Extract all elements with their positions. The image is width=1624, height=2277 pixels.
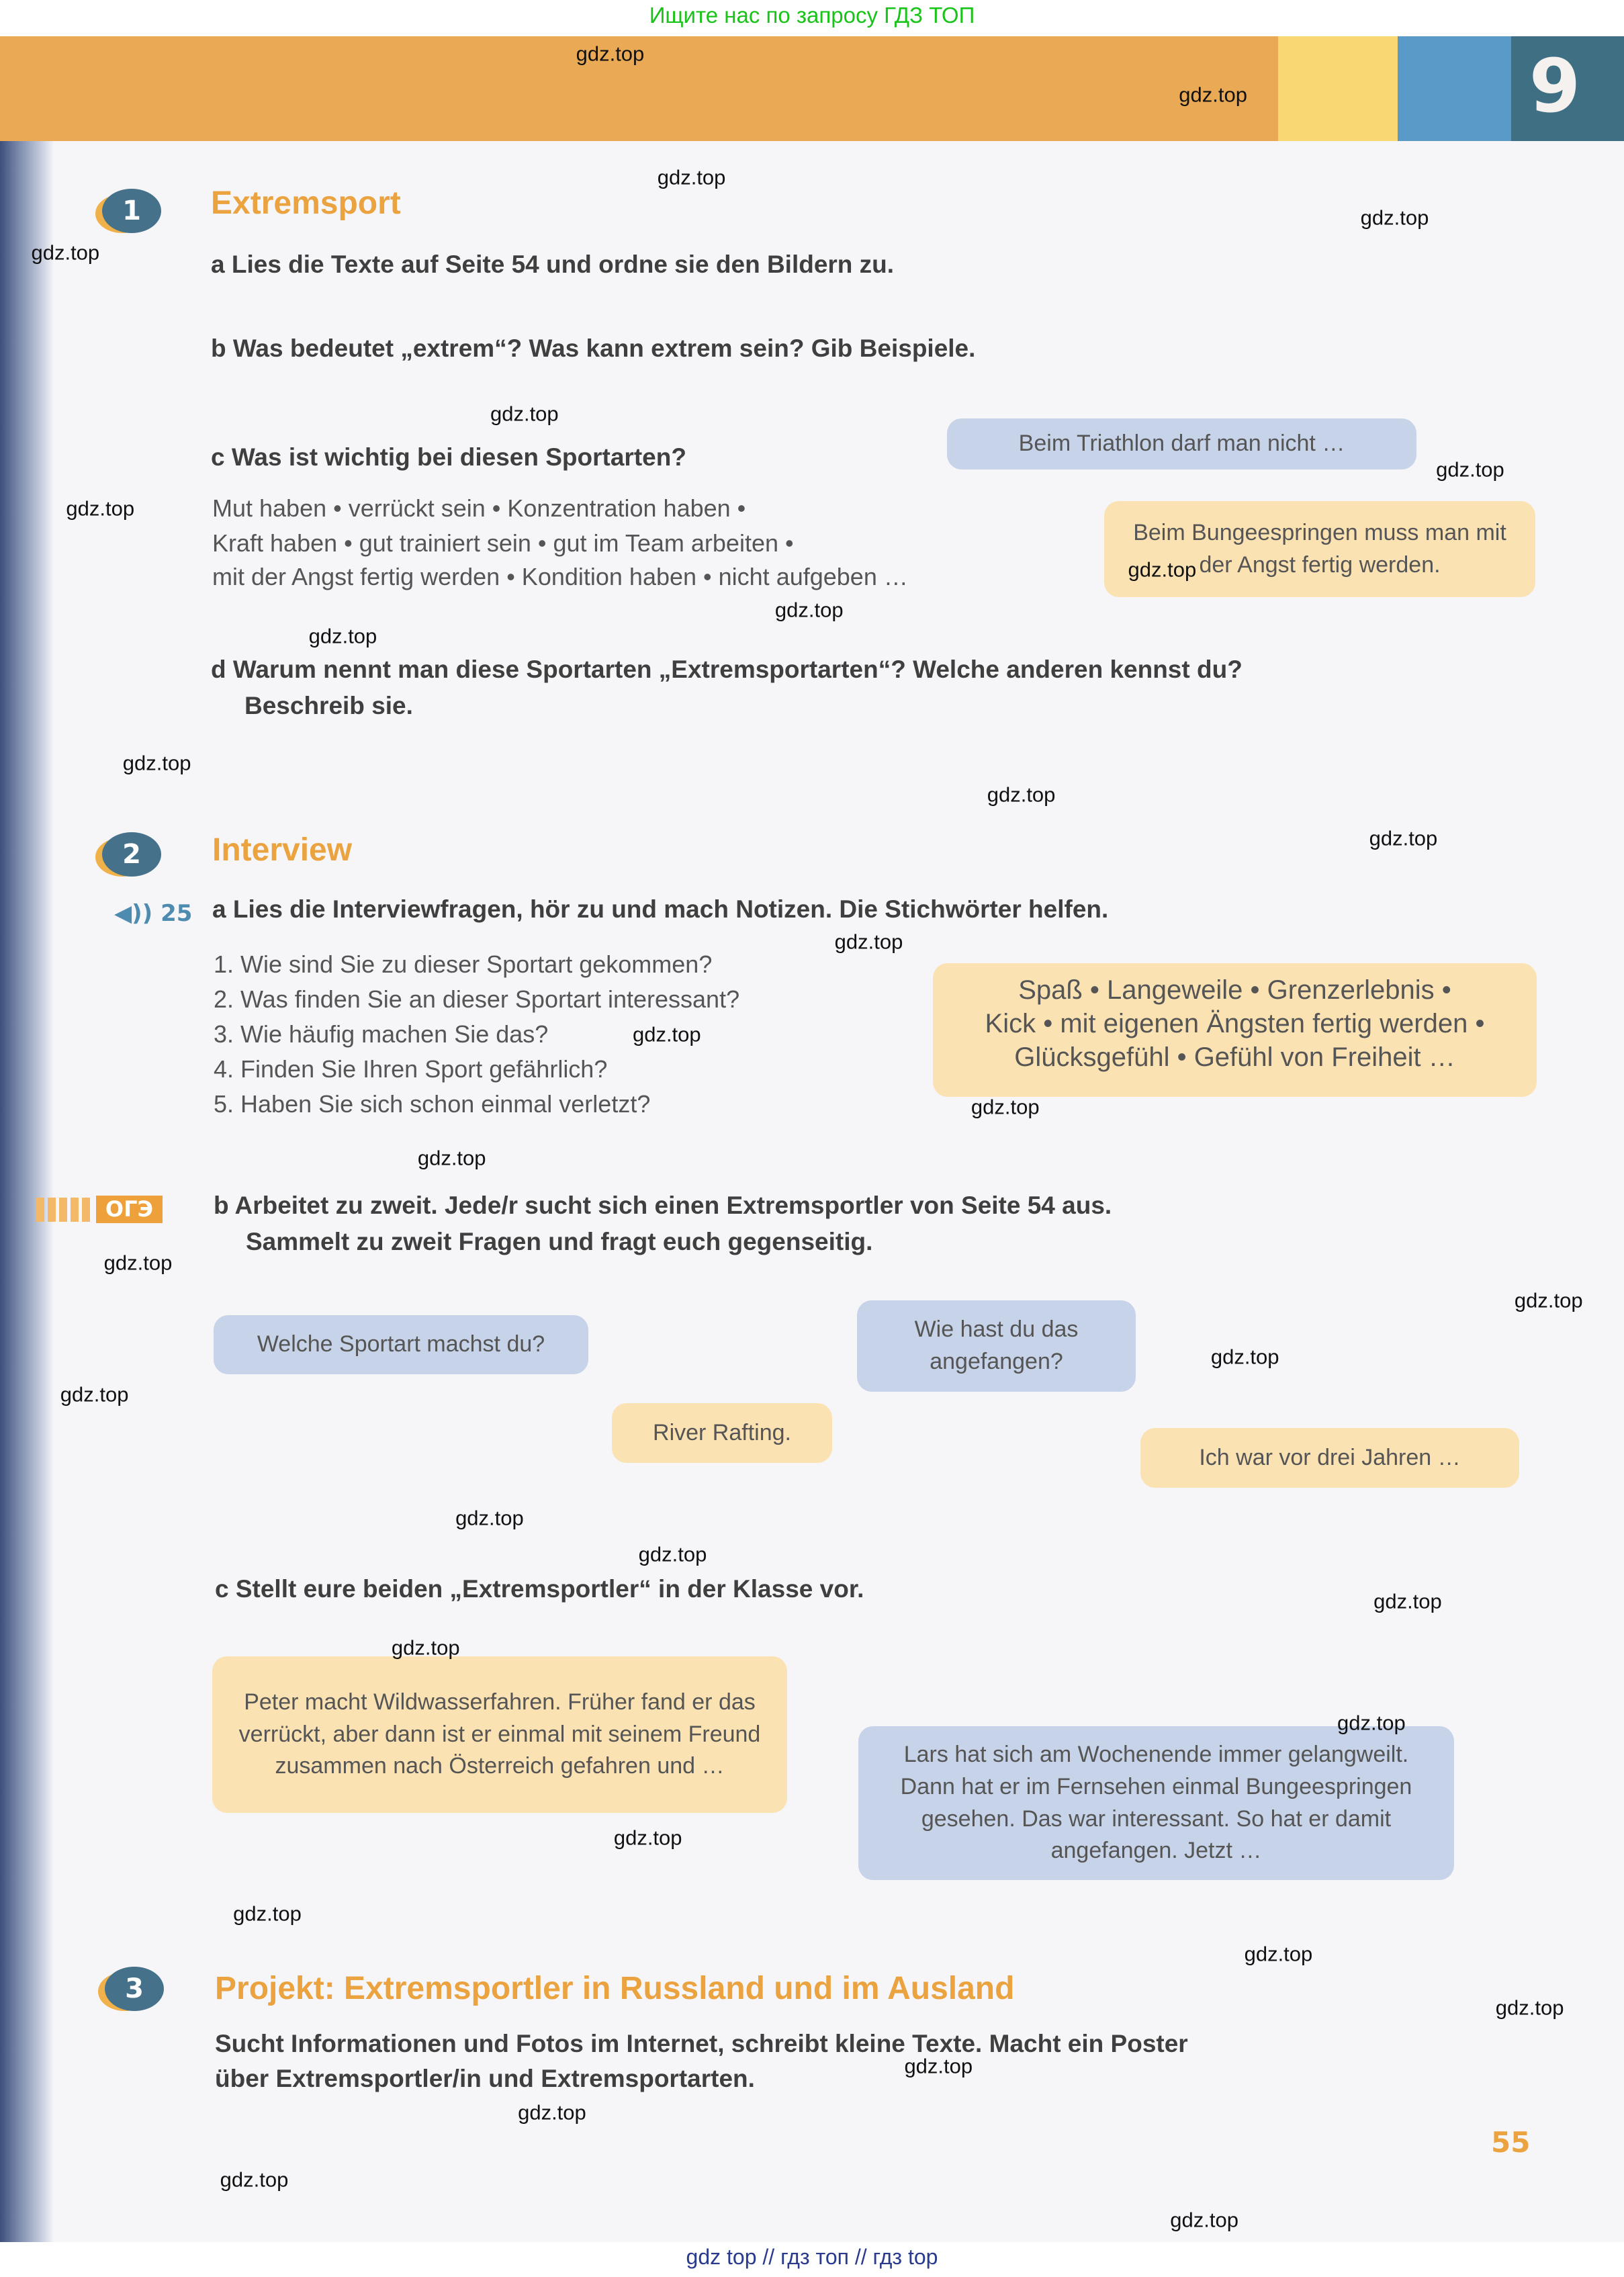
task-a: a Lies die Texte auf Seite 54 und ordne sie den Bildern zu. — [211, 251, 895, 278]
watermark: gdz.top — [834, 930, 903, 954]
question-item: 4. Finden Sie Ihren Sport gefährlich? — [214, 1055, 608, 1083]
speech-bubble-answer-2: Ich war vor drei Jahren … — [1140, 1428, 1519, 1488]
watermark: gdz.top — [308, 624, 377, 648]
exercise-title: Extremsport — [211, 185, 401, 221]
watermark: gdz.top — [638, 1542, 707, 1566]
watermark: gdz.top — [391, 1636, 460, 1660]
watermark: gdz.top — [1179, 83, 1247, 107]
bottom-links[interactable]: gdz top // гдз топ // гдз top — [686, 2245, 938, 2269]
chapter-number: 9 — [1529, 43, 1581, 129]
speech-bubble-answer-1: River Rafting. — [612, 1403, 832, 1463]
watermark: gdz.top — [31, 240, 100, 265]
task-d-continued: Beschreib sie. — [244, 692, 413, 719]
task-b-continued: Sammelt zu zweit Fragen und fragt euch gegenseitig. — [246, 1228, 873, 1255]
badge-dots — [36, 1198, 92, 1222]
watermark: gdz.top — [1369, 826, 1438, 850]
exercise-title: Interview — [212, 832, 353, 868]
watermark: gdz.top — [518, 2100, 586, 2125]
word-list-line: mit der Angst fertig werden • Kondition haben • nicht aufgeben … — [212, 563, 908, 590]
watermark: gdz.top — [220, 2168, 289, 2191]
watermark: gdz.top — [1495, 1996, 1564, 2020]
watermark: gdz.top — [657, 165, 726, 189]
exercise-title: Projekt: Extremsportler in Russland und im Ausland — [215, 1971, 1015, 2006]
question-item: 3. Wie häufig machen Sie das? — [214, 1020, 549, 1048]
exercise-number-badge: 2 — [102, 832, 161, 877]
audio-track-number: 25 — [161, 900, 193, 927]
watermark: gdz.top — [576, 42, 645, 66]
exam-badge-label: ОГЭ — [96, 1196, 163, 1223]
watermark: gdz.top — [1210, 1345, 1279, 1369]
watermark: gdz.top — [613, 1826, 682, 1850]
top-search-note: Ищите нас по запросу ГДЗ ТОП — [649, 3, 975, 28]
watermark: gdz.top — [1373, 1589, 1442, 1613]
word-list-line: Kraft haben • gut trainiert sein • gut im Team arbeiten • — [212, 529, 794, 557]
watermark: gdz.top — [1128, 557, 1197, 582]
keyword-line: Kick • mit eigenen Ängsten fertig werden • — [985, 1008, 1485, 1038]
task-c: c Was ist wichtig bei diesen Sportarten? — [211, 443, 686, 471]
watermark: gdz.top — [455, 1506, 524, 1530]
watermark: gdz.top — [987, 783, 1056, 807]
project-text-continued: über Extremsportler/in und Extremsportarten. — [215, 2065, 755, 2092]
audio-track[interactable] — [114, 900, 192, 927]
question-item: 2. Was finden Sie an dieser Sportart interessant? — [214, 985, 740, 1013]
watermark: gdz.top — [971, 1095, 1040, 1119]
speech-bubble-triathlon: Beim Triathlon darf man nicht … — [947, 418, 1416, 470]
watermark: gdz.top — [632, 1022, 701, 1046]
header-blue-block — [1398, 36, 1511, 141]
watermark: gdz.top — [1360, 206, 1429, 230]
book-spine — [0, 141, 54, 2242]
keyword-line: Spaß • Langeweile • Grenzerlebnis • — [1018, 975, 1451, 1005]
task-b: b Arbeitet zu zweit. Jede/r sucht sich einen Extremsportler von Seite 54 aus. — [214, 1192, 1112, 1219]
watermark: gdz.top — [233, 1902, 302, 1926]
task-b: b Was bedeutet „extrem“? Was kann extrem sein? Gib Beispiele. — [211, 334, 976, 362]
task-c: c Stellt eure beiden „Extremsportler“ in der Klasse vor. — [215, 1575, 864, 1603]
speech-bubble-question-2: Wie hast du das angefangen? — [857, 1300, 1136, 1392]
exercise-number-badge: 3 — [105, 1967, 164, 2011]
header-yellow-block — [1278, 36, 1398, 141]
watermark: gdz.top — [1244, 1942, 1313, 1966]
exercise-number-badge: 1 — [102, 189, 161, 233]
question-item: 1. Wie sind Sie zu dieser Sportart gekommen? — [214, 950, 713, 978]
page-number: 55 — [1491, 2126, 1531, 2159]
speech-bubble-lars: Lars hat sich am Wochenende immer gelangweilt. Dann hat er im Fernsehen einmal Bungeespringen gesehen. Das war interessant. So hat er damit angefangen. Jetzt … — [858, 1726, 1454, 1880]
watermark: gdz.top — [1170, 2208, 1238, 2232]
watermark: gdz.top — [1436, 457, 1504, 482]
speech-bubble-peter: Peter macht Wildwasserfahren. Früher fand er das verrückt, aber dann ist er einmal mit seinem Freund zusammen nach Österreich gefahren und … — [212, 1656, 787, 1813]
word-list-line: Mut haben • verrückt sein • Konzentration haben • — [212, 494, 746, 522]
watermark: gdz.top — [103, 1251, 173, 1275]
watermark: gdz.top — [1337, 1711, 1406, 1735]
exam-badge — [36, 1196, 163, 1223]
project-text: Sucht Informationen und Fotos im Internet, schreibt kleine Texte. Macht ein Poster — [215, 2030, 1188, 2057]
watermark: gdz.top — [1514, 1288, 1583, 1312]
speaker-icon: ◀︎)) — [114, 900, 161, 927]
watermark: gdz.top — [122, 751, 191, 775]
keyword-box — [933, 963, 1537, 1097]
watermark: gdz.top — [66, 496, 135, 521]
watermark: gdz.top — [417, 1146, 486, 1170]
task-a: a Lies die Interviewfragen, hör zu und mach Notizen. Die Stichwörter helfen. — [212, 895, 1109, 923]
watermark: gdz.top — [904, 2054, 973, 2078]
task-d: d Warum nennt man diese Sportarten „Extremsportarten“? Welche anderen kennst du? — [211, 656, 1243, 683]
speech-bubble-bungee: Beim Bungeespringen muss man mit der Angst fertig werden. — [1104, 501, 1535, 597]
question-item: 5. Haben Sie sich schon einmal verletzt? — [214, 1090, 651, 1118]
watermark: gdz.top — [490, 402, 559, 426]
watermark: gdz.top — [774, 598, 844, 622]
keyword-line: Glücksgefühl • Gefühl von Freiheit … — [1014, 1042, 1455, 1072]
speech-bubble-question-1: Welche Sportart machst du? — [214, 1315, 588, 1374]
watermark: gdz.top — [60, 1382, 129, 1407]
